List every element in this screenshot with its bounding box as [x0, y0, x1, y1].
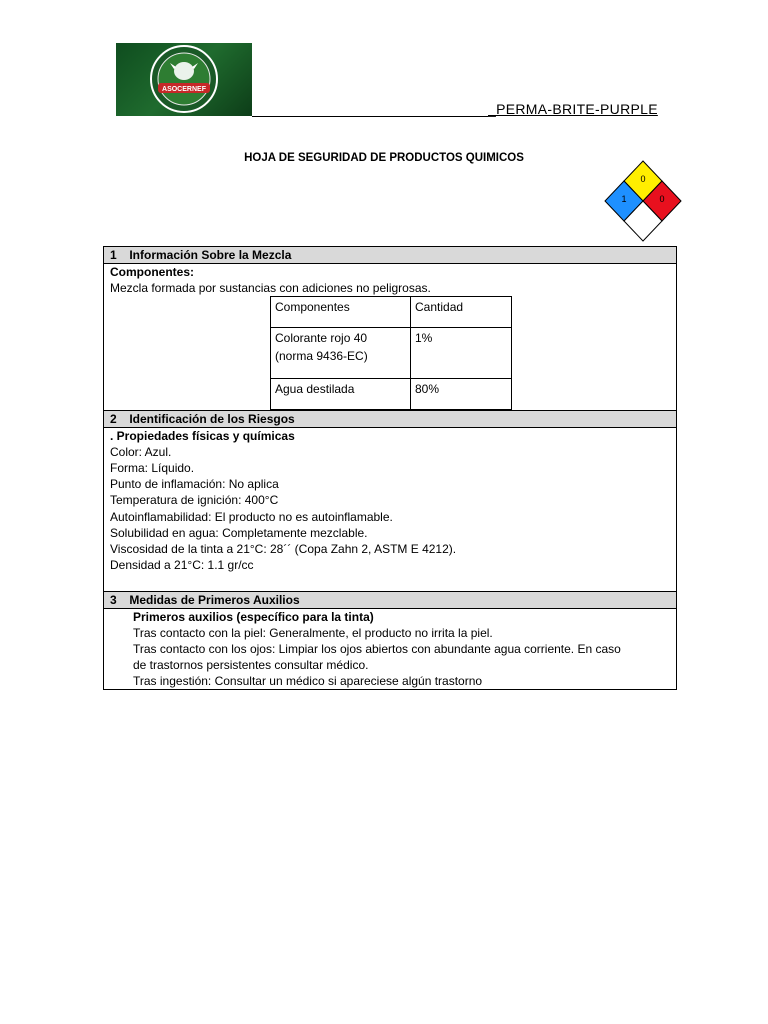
property-density: Densidad a 21°C: 1.1 gr/cc: [110, 558, 254, 572]
nfpa-hazard-diamond: [604, 160, 682, 242]
section-3-title: Medidas de Primeros Auxilios: [129, 593, 300, 607]
section-1-number: 1: [110, 248, 117, 262]
first-aid-eyes: Tras contacto con los ojos: Limpiar los ojos abiertos con abundante agua corriente. En caso: [133, 642, 621, 656]
section-1-title: Información Sobre la Mezcla: [129, 248, 292, 262]
property-form: Forma: Líquido.: [110, 461, 195, 475]
section-2-title: Identificación de los Riesgos: [129, 412, 295, 426]
mixture-description: Mezcla formada por sustancias con adiciones no peligrosas.: [110, 281, 431, 295]
property-viscosity: Viscosidad de la tinta a 21°C: 28´´ (Copa Zahn 2, ASTM E 4212).: [110, 542, 457, 556]
logo-text: ASOCERNEF: [162, 86, 206, 93]
property-flash-point: Punto de inflamación: No aplica: [110, 477, 279, 491]
first-aid-skin: Tras contacto con la piel: Generalmente, el producto no irrita la piel.: [133, 626, 493, 640]
property-ignition-temp: Temperatura de ignición: 400°C: [110, 493, 279, 507]
section-3-number: 3: [110, 593, 117, 607]
table-row-1-component-line1: Colorante rojo 40: [275, 331, 368, 345]
section-3-header: [104, 591, 676, 609]
components-table: [270, 296, 512, 410]
table-header-components: Componentes: [275, 300, 350, 314]
property-solubility: Solubilidad en agua: Completamente mezclable.: [110, 526, 368, 540]
header-underline: [252, 116, 488, 117]
nfpa-health-value: 1: [621, 194, 627, 204]
property-color: Color: Azul.: [110, 445, 172, 459]
nfpa-reactivity-value: 0: [659, 194, 665, 204]
table-row-2-quantity: 80%: [415, 382, 440, 396]
table-header-quantity: Cantidad: [415, 300, 464, 314]
nfpa-flammability-value: 0: [640, 174, 646, 184]
product-name: _PERMA-BRITE-PURPLE: [488, 101, 658, 117]
properties-subtitle: . Propiedades físicas y químicas: [110, 429, 295, 443]
components-label: Componentes:: [110, 265, 194, 279]
company-logo: [116, 43, 252, 116]
section-2-number: 2: [110, 412, 117, 426]
table-row-1-component: [271, 328, 410, 366]
section-1-header: [104, 247, 676, 264]
first-aid-ingestion: Tras ingestión: Consultar un médico si apareciese algún trastorno: [133, 674, 483, 688]
safety-data-sheet: [103, 246, 677, 690]
table-row-2-component: Agua destilada: [275, 382, 355, 396]
document-title: HOJA DE SEGURIDAD DE PRODUCTOS QUIMICOS: [244, 152, 524, 164]
table-row-1-quantity: 1%: [415, 331, 433, 345]
first-aid-eyes-continued: de trastornos persistentes consultar médico.: [133, 658, 369, 672]
table-row-1-component-line2: (norma 9436-EC): [275, 349, 368, 363]
property-autoflammability: Autoinflamabilidad: El producto no es autoinflamable.: [110, 510, 393, 524]
first-aid-subtitle: Primeros auxilios (específico para la tinta): [133, 610, 374, 624]
section-2-header: [104, 410, 676, 428]
